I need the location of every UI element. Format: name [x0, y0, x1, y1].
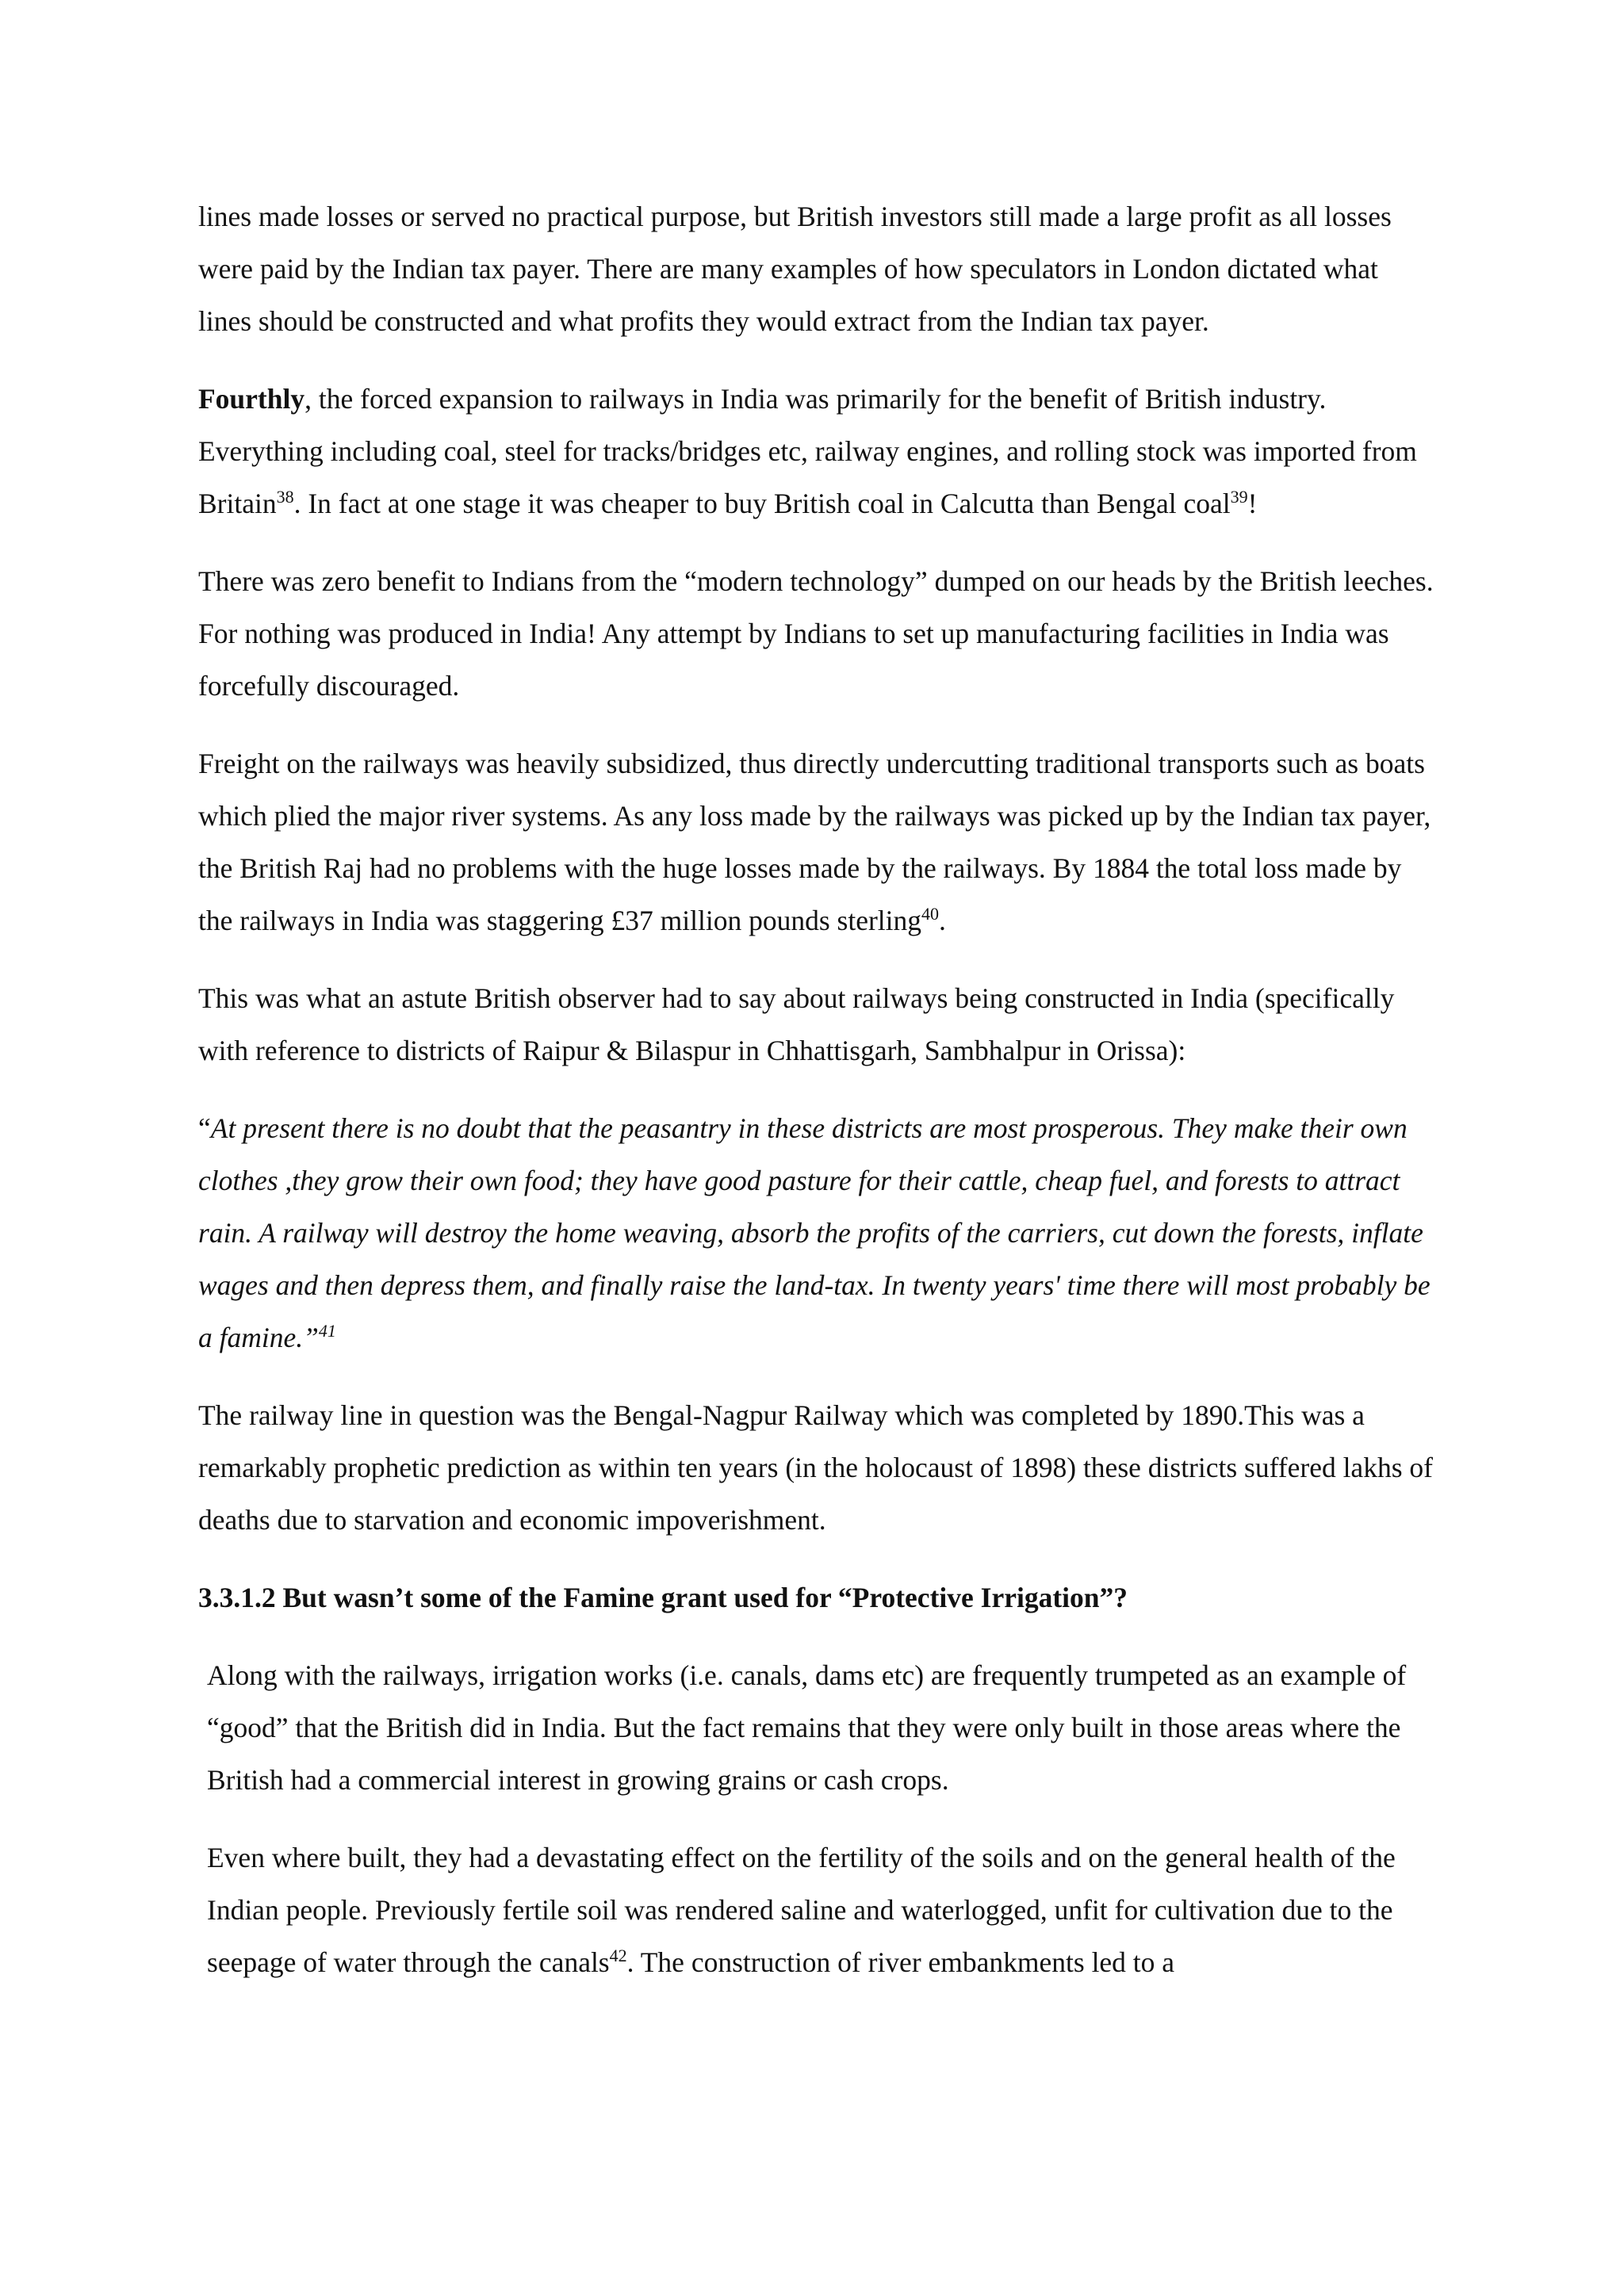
- paragraph-bengal-nagpur: [198, 1389, 1435, 1546]
- paragraph-railway-losses: [198, 190, 1435, 347]
- quotation-text: At present there is no doubt that the peasantry in these districts are most prosperous. They make their own clothes ,they grow their own food; they have good pasture for their cattle, cheap fuel, and forests to attract rain. A railway will destroy the home weaving, absorb the profits of the carriers, cut down the forests, inflate wages and then depress them, and finally raise the land-tax. In twenty years' time there will most probably be a famine.”: [198, 1112, 1431, 1353]
- paragraph-zero-benefit: [198, 555, 1435, 712]
- paragraph-irrigation: [198, 1649, 1435, 1806]
- paragraph-text: Freight on the railways was heavily subsidized, thus directly undercutting traditional transports such as boats which plied the major river systems. As any loss made by the railways was picked up by the Indian tax payer, the British Raj had no problems with the huge losses made by the railways. By 1884 the total loss made by the railways in India was staggering £37 million pounds sterling: [198, 748, 1431, 936]
- footnote-ref: 42: [609, 1946, 627, 1966]
- paragraph-text: There was zero benefit to Indians from the “modern technology” dumped on our heads by the British leeches. For nothing was produced in India! Any attempt by Indians to set up manufacturing facilities in India was forcefully discouraged.: [198, 565, 1434, 702]
- footnote-ref: 41: [318, 1321, 336, 1341]
- section-heading: [198, 1571, 1435, 1624]
- paragraph-lead-word: Fourthly: [198, 383, 305, 415]
- paragraph-text: lines made losses or served no practical purpose, but British investors still made a large profit as all losses were paid by the Indian tax payer. There are many examples of how speculators in London dictated what lines should be constructed and what profits they would extract from the Indian tax payer.: [198, 201, 1392, 337]
- section-heading-text: 3.3.1.2 But wasn’t some of the Famine grant used for “Protective Irrigation”?: [198, 1582, 1128, 1613]
- paragraph-quotation: [198, 1102, 1435, 1364]
- footnote-ref: 40: [921, 904, 940, 924]
- paragraph-text: . In fact at one stage it was cheaper to buy British coal in Calcutta than Bengal coal: [293, 488, 1231, 519]
- paragraph-text: Even where built, they had a devastating effect on the fertility of the soils and on the general health of the Indian people. Previously fertile soil was rendered saline and waterlogged, unfit for cultivation due to the seepage of water through the canals: [207, 1842, 1396, 1978]
- paragraph-text: Along with the railways, irrigation works (i.e. canals, dams etc) are frequently trumpeted as an example of “good” that the British did in India. But the fact remains that they were only built in those areas where the British had a commercial interest in growing grains or cash crops.: [207, 1659, 1407, 1796]
- paragraph-text: .: [939, 905, 946, 936]
- paragraph-observer: [198, 972, 1435, 1077]
- paragraph-soil-effects: [198, 1831, 1435, 1988]
- paragraph-text: !: [1247, 488, 1258, 519]
- paragraph-text: . The construction of river embankments led to a: [626, 1946, 1175, 1978]
- footnote-ref: 38: [276, 487, 294, 507]
- quote-mark: “: [198, 1112, 211, 1144]
- paragraph-text: This was what an astute British observer had to say about railways being constructed in India (specifically with reference to districts of Raipur & Bilaspur in Chhattisgarh, Sambhalpur in Orissa):: [198, 982, 1395, 1066]
- paragraph-text: The railway line in question was the Bengal-Nagpur Railway which was completed by 1890.This was a remarkably prophetic prediction as within ten years (in the holocaust of 1898) these districts suffered lakhs of deaths due to starvation and economic impoverishment.: [198, 1399, 1433, 1536]
- paragraph-fourthly: [198, 373, 1435, 530]
- paragraph-text: , the forced expansion to railways in India was primarily for the benefit of British industry. Everything including coal, steel for tracks/bridges etc, railway engines, and rolling stock was imported from Britain: [198, 383, 1417, 519]
- footnote-ref: 39: [1230, 487, 1248, 507]
- document-page: [198, 190, 1435, 2014]
- paragraph-freight: [198, 737, 1435, 947]
